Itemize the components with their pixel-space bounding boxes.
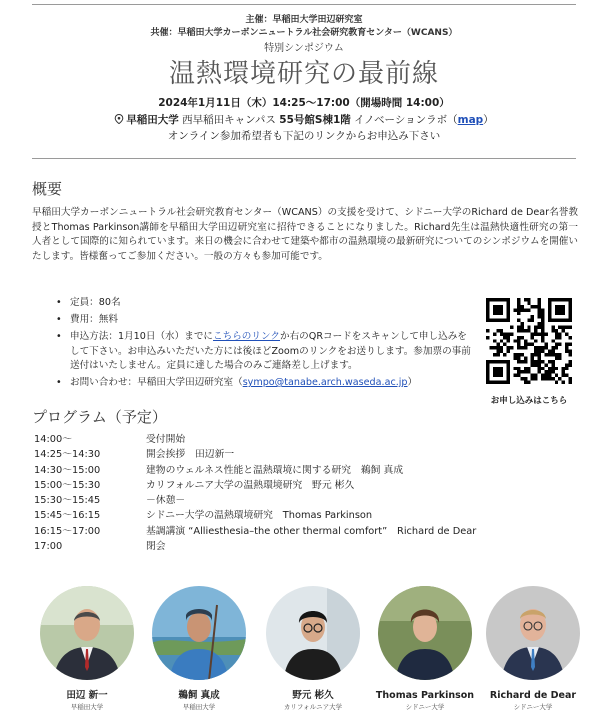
program-time: 15:30～15:45 [34, 495, 101, 507]
contact-text-post: ） [407, 377, 418, 389]
program-desc: カリフォルニア大学の温熱環境研究 野元 彬久 [146, 479, 355, 491]
program-time: 14:00～ [34, 434, 73, 445]
venue-close: ） [483, 114, 494, 126]
speaker-affiliation: 早稲田大学 [70, 703, 104, 711]
venue-campus: 西早稲田キャンパス [178, 114, 280, 126]
list-item-fee: • 費用：無料 [56, 313, 476, 327]
speaker-photo [265, 585, 361, 681]
program-row [34, 432, 574, 447]
contact-email-link[interactable]: sympo@tanabe.arch.waseda.ac.jp [242, 377, 408, 389]
map-pin-icon [114, 114, 124, 124]
speaker-card [144, 585, 254, 712]
apply-link[interactable]: こちらのリンク [213, 331, 280, 343]
program-desc: シドニー大学の温熱環境研究 Thomas Parkinson [146, 510, 373, 522]
speaker-affiliation: シドニー大学 [405, 703, 445, 711]
program-row [34, 493, 574, 508]
top-divider [32, 4, 576, 5]
overview-text: 早稲田大学カーボンニュートラル社会研究教育センター（WCANS）の支援を受けて、シドニー大学のRichard de Dear名誉教授とThomas Parkinson講師を早稲田大学田辺研究室に招待できることになりました。Richard先生は温熱快適性研究の第一人者として国際的に知られています。来日の機会に合わせて建築や都市の温熱環境の最新研究についてのシンポジウムを開催いたします。皆様奮ってご参加ください。一般の方々も参加可能です。 [32, 207, 578, 262]
list-item-apply [56, 330, 476, 373]
program-row [34, 478, 574, 493]
speaker-photo [377, 585, 473, 681]
program-time: 15:45～16:15 [34, 510, 101, 522]
speaker-photo [485, 585, 581, 681]
program-time: 14:25～14:30 [34, 449, 101, 461]
event-datetime: 2024年1月11日（木）14:25～17:00（開場時間 14:00） [158, 97, 450, 109]
speaker-card [258, 585, 368, 712]
overview-heading: 概要 [32, 180, 63, 198]
speaker-affiliation: カリフォルニア大学 [283, 703, 343, 711]
contact-text-pre: お問い合わせ：早稲田大学田辺研究室（ [70, 377, 243, 389]
speaker-affiliation: シドニー大学 [513, 703, 553, 711]
program-time: 14:30～15:00 [34, 464, 101, 476]
speaker-photo [151, 585, 247, 681]
program-desc: 閉会 [146, 541, 166, 553]
speaker-name: 野元 彬久 [292, 690, 334, 701]
info-list [56, 296, 476, 393]
program-desc: －休憩－ [146, 495, 186, 507]
speaker-name: Thomas Parkinson [375, 690, 475, 701]
speaker-list [32, 585, 588, 715]
program-desc: 基調講演 “Alliesthesia–the other thermal comfort” Richard de Dear [146, 525, 477, 537]
event-kind: 特別シンポジウム [264, 43, 344, 54]
apply-text-pre: 申込方法：1月10日（水）までに [70, 331, 214, 343]
cohost-line: 共催：早稲田大学カーボンニュートラル社会研究教育センター（WCANS） [150, 28, 458, 38]
program-row [34, 524, 574, 539]
program-heading: プログラム（予定） [32, 408, 167, 426]
event-header [0, 14, 608, 144]
program-time: 16:15～17:00 [34, 525, 101, 537]
program-time: 17:00 [34, 541, 63, 553]
program-row [34, 508, 574, 523]
program-time: 15:00～15:30 [34, 479, 101, 491]
venue-university: 早稲田大学 [126, 114, 179, 126]
speaker-name: 田辺 新一 [66, 690, 108, 701]
program-desc: 建物のウェルネス性能と温熱環境に関する研究 鵜飼 真成 [146, 464, 404, 476]
map-link[interactable]: map [457, 114, 484, 126]
qr-code[interactable] [486, 298, 572, 384]
venue-building: 55号館S棟1階 [279, 114, 351, 126]
organizer-line: 主催：早稲田大学田辺研究室 [245, 15, 363, 25]
speaker-affiliation: 早稲田大学 [182, 703, 216, 711]
program-row [34, 539, 574, 554]
venue-room: イノベーションラボ（ [350, 114, 458, 126]
program-desc: 開会挨拶 田辺新一 [146, 449, 235, 461]
program-table [34, 432, 574, 554]
section-divider [32, 158, 576, 159]
program-desc: 受付開始 [146, 434, 186, 445]
speaker-card [370, 585, 480, 712]
online-note: オンライン参加希望者も下記のリンクからお申込み下さい [167, 130, 441, 142]
event-title: 温熱環境研究の最前線 [168, 59, 439, 89]
speaker-card [32, 585, 142, 712]
program-row [34, 463, 574, 478]
speaker-photo [39, 585, 135, 681]
speaker-name: 鵜飼 真成 [178, 690, 220, 701]
list-item-capacity: • 定員：80名 [56, 296, 476, 310]
event-venue [0, 112, 608, 128]
speaker-name: Richard de Dear [489, 690, 577, 701]
qr-caption: お申し込みはこちら [490, 396, 568, 406]
program-row [34, 447, 574, 462]
list-item-contact [56, 376, 476, 390]
speaker-card [478, 585, 588, 712]
apply-text-post: か右のQRコードをスキャンして申し込みをして下さい。お申込みいただいた方には後ほどZoomのリンクをお送りします。参加票の事前送付はいたしません。定員に達した場合のみご連絡差し上げます。 [70, 331, 471, 371]
